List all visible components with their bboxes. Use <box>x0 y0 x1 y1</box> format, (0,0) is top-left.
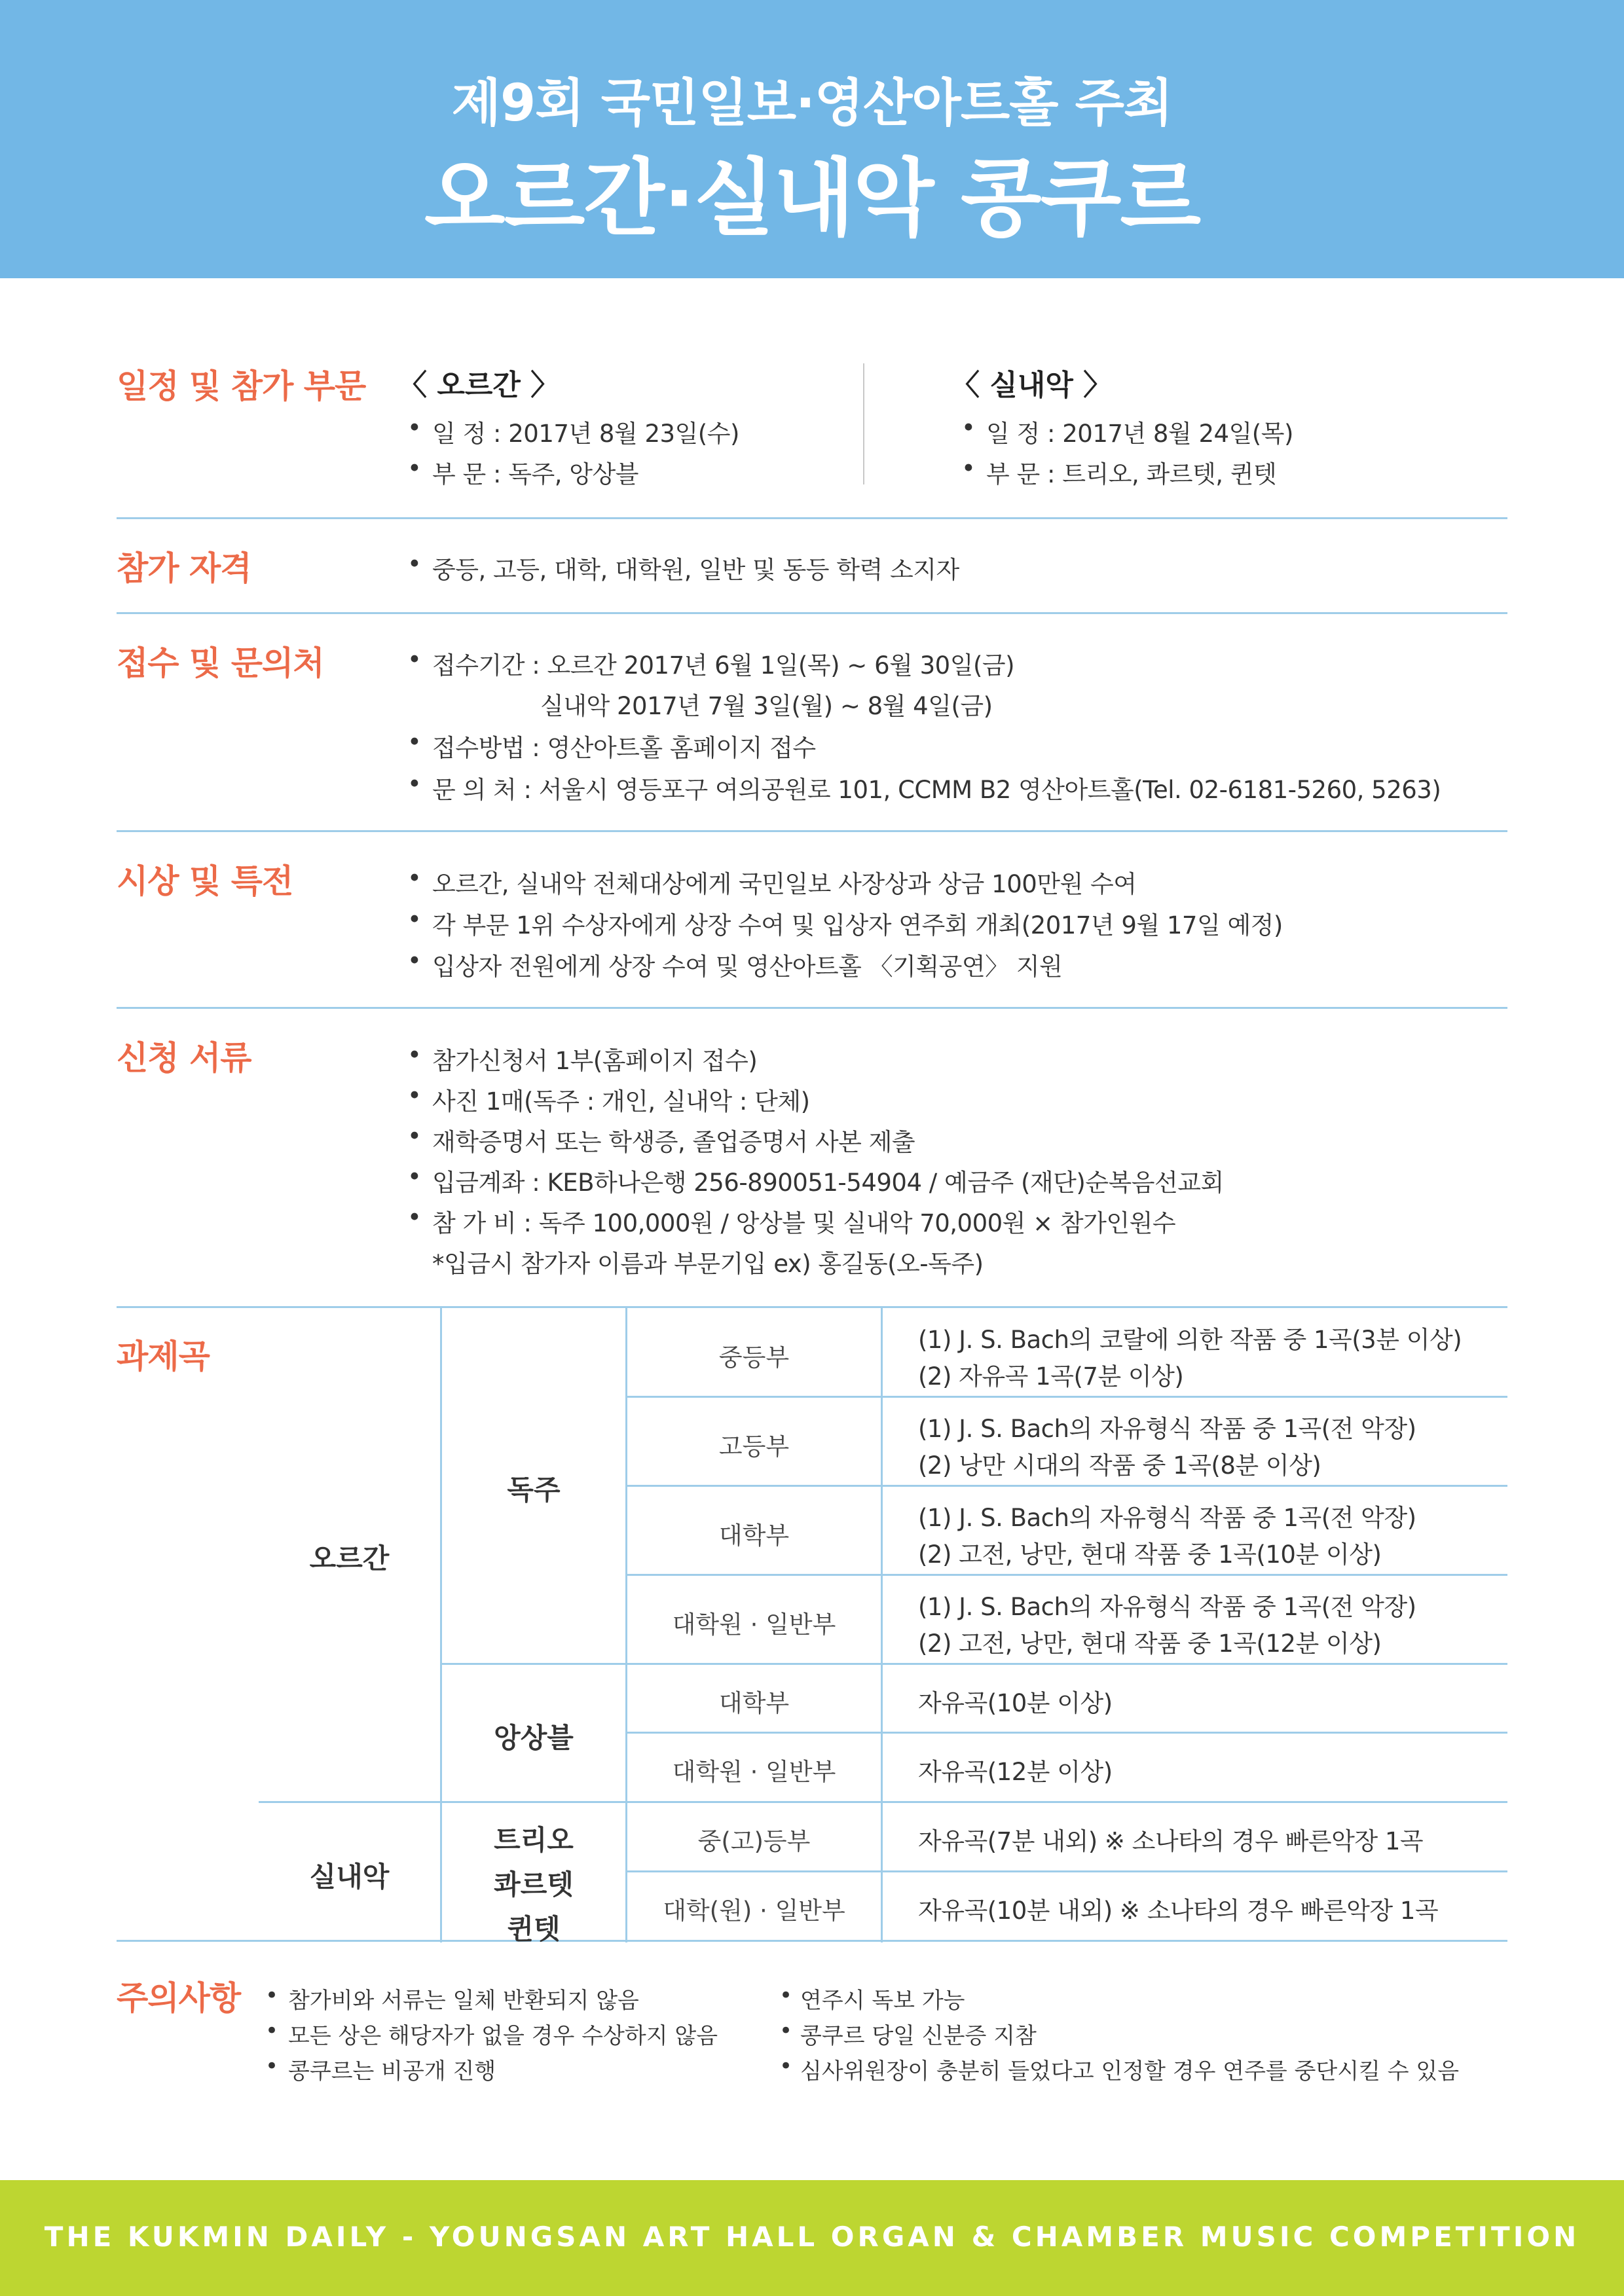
bullet-icon: • <box>407 947 422 975</box>
schedule-title: 일정 및 참가 부문 <box>117 367 366 405</box>
reception-method: 접수방법 : 영산아트홀 홈페이지 접수 <box>432 734 816 762</box>
chamber-label: 실내악 <box>309 1861 390 1893</box>
bullet-icon: • <box>407 728 422 756</box>
documents-item: 입금계좌 : KEB하나은행 256-890051-54904 / 예금주 (재단)순복음선교회 <box>432 1169 1224 1197</box>
level-cell: 중(고)등부 <box>697 1827 811 1855</box>
reception-period-chamber: 실내악 2017년 7월 3일(월) ~ 8월 4일(금) <box>540 692 993 720</box>
divider <box>117 1306 1507 1308</box>
piece-line: 자유곡(10분 이상) <box>918 1689 1113 1717</box>
bullet-icon: • <box>407 864 422 892</box>
divider <box>117 517 1507 519</box>
bullet-icon: • <box>407 1082 422 1110</box>
piece-line: (2) 고전, 낭만, 현대 작품 중 1곡(12분 이상) <box>918 1630 1382 1658</box>
piece-line: 자유곡(12분 이상) <box>918 1758 1113 1786</box>
level-cell: 고등부 <box>718 1432 790 1461</box>
level-cell: 대학부 <box>718 1522 790 1550</box>
documents-note: *입금시 참가자 이름과 부문기입 ex) 홍길동(오-독주) <box>432 1250 984 1278</box>
notice-item: 콩쿠르 당일 신분증 지참 <box>800 2023 1037 2049</box>
documents-item: 참가신청서 1부(홈페이지 접수) <box>432 1047 758 1075</box>
bullet-icon: • <box>407 770 422 798</box>
awards-title: 시상 및 특전 <box>117 862 293 900</box>
bullet-icon: • <box>407 414 422 442</box>
header-banner <box>0 0 1624 278</box>
notice-item: 모든 상은 해당자가 없을 경우 수상하지 않음 <box>288 2023 718 2049</box>
piece-line: (1) J. S. Bach의 코랄에 의한 작품 중 1곡(3분 이상) <box>918 1326 1462 1354</box>
bullet-icon: • <box>961 414 976 442</box>
notice-item: 참가비와 서류는 일체 반환되지 않음 <box>288 1988 639 2014</box>
divider <box>117 830 1507 832</box>
chamber-heading: 〈 실내악 〉 <box>951 369 1113 402</box>
eligibility-title: 참가 자격 <box>117 549 251 587</box>
level-cell: 중등부 <box>718 1343 790 1372</box>
level-cell: 대학원 · 일반부 <box>672 1758 836 1786</box>
notice-item: 연주시 독보 가능 <box>800 1988 965 2014</box>
reception-period-organ: 접수기간 : 오르간 2017년 6월 1일(목) ~ 6월 30일(금) <box>432 651 1015 680</box>
bullet-icon: • <box>961 454 976 483</box>
piece-line: (1) J. S. Bach의 자유형식 작품 중 1곡(전 악장) <box>918 1415 1416 1443</box>
reception-title: 접수 및 문의처 <box>117 644 324 682</box>
footer-banner <box>0 2180 1624 2296</box>
chamber-division: 부 문 : 트리오, 콰르텟, 퀸텟 <box>986 460 1277 488</box>
solo-label: 독주 <box>507 1474 561 1506</box>
bullet-icon: • <box>407 1203 422 1231</box>
awards-item: 입상자 전원에게 상장 수여 및 영산아트홀 〈기획공연〉 지원 <box>432 953 1063 981</box>
bullet-icon: • <box>407 905 422 934</box>
schedule-divider <box>863 363 864 484</box>
piece-line: (2) 고전, 낭만, 현대 작품 중 1곡(10분 이상) <box>918 1540 1382 1569</box>
bullet-icon: • <box>407 1122 422 1150</box>
bullet-icon: • <box>407 1041 422 1069</box>
chamber-group-label: 트리오 콰르텟 퀸텟 <box>494 1824 574 1945</box>
organ-division: 부 문 : 독주, 앙상블 <box>432 460 638 488</box>
piece-line: (2) 낭만 시대의 작품 중 1곡(8분 이상) <box>918 1451 1321 1480</box>
organ-heading: 〈 오르간 〉 <box>398 369 560 402</box>
piece-line: 자유곡(10분 내외) ※ 소나타의 경우 빠른악장 1곡 <box>918 1897 1439 1925</box>
reception-contact: 문 의 처 : 서울시 영등포구 여의공원로 101, CCMM B2 영산아트홀(Tel. 02-6181-5260, 5263) <box>432 776 1441 804</box>
documents-item: 사진 1매(독주 : 개인, 실내악 : 단체) <box>432 1087 810 1116</box>
bullet-icon: • <box>407 646 422 674</box>
awards-item: 오르간, 실내악 전체대상에게 국민일보 사장상과 상금 100만원 수여 <box>432 870 1137 898</box>
notices-title: 주의사항 <box>117 1979 241 2017</box>
level-cell: 대학원 · 일반부 <box>672 1611 836 1639</box>
bullet-icon: • <box>779 1982 793 2009</box>
chamber-date: 일 정 : 2017년 8월 24일(목) <box>986 420 1293 448</box>
piece-line: (2) 자유곡 1곡(7분 이상) <box>918 1362 1184 1391</box>
header-title: 오르간·실내악 콩쿠르 <box>424 150 1200 247</box>
notice-item: 콩쿠르는 비공개 진행 <box>288 2058 496 2085</box>
awards-item: 각 부문 1위 수상자에게 상장 수여 및 입상자 연주회 개최(2017년 9월 17일 예정) <box>432 911 1283 939</box>
organ-label: 오르간 <box>309 1542 390 1575</box>
bullet-icon: • <box>407 454 422 483</box>
divider <box>117 612 1507 614</box>
bullet-icon: • <box>779 2053 793 2079</box>
bullet-icon: • <box>265 2018 279 2044</box>
bullet-icon: • <box>265 2053 279 2079</box>
level-cell: 대학부 <box>718 1689 790 1717</box>
piece-line: (1) J. S. Bach의 자유형식 작품 중 1곡(전 악장) <box>918 1504 1416 1532</box>
documents-title: 신청 서류 <box>117 1039 251 1077</box>
level-cell: 대학(원) · 일반부 <box>663 1897 845 1925</box>
header-subtitle: 제9회 국민일보·영산아트홀 주최 <box>451 74 1173 133</box>
bullet-icon: • <box>265 1982 279 2009</box>
organ-date: 일 정 : 2017년 8월 23일(수) <box>432 420 739 448</box>
bullet-icon: • <box>407 550 422 578</box>
documents-item: 재학증명서 또는 학생증, 졸업증명서 사본 제출 <box>432 1128 915 1156</box>
piece-line: (1) J. S. Bach의 자유형식 작품 중 1곡(전 악장) <box>918 1593 1416 1621</box>
footer-text: THE KUKMIN DAILY - YOUNGSAN ART HALL ORGAN & CHAMBER MUSIC COMPETITION <box>44 2221 1580 2253</box>
notice-item: 심사위원장이 충분히 들었다고 인정할 경우 연주를 중단시킬 수 있음 <box>800 2058 1460 2085</box>
divider <box>117 1007 1507 1009</box>
ensemble-label: 앙상블 <box>494 1722 574 1754</box>
documents-item: 참 가 비 : 독주 100,000원 / 앙상블 및 실내악 70,000원 × 참가인원수 <box>432 1209 1176 1237</box>
bullet-icon: • <box>407 1163 422 1191</box>
eligibility-item: 중등, 고등, 대학, 대학원, 일반 및 동등 학력 소지자 <box>432 556 959 584</box>
bullet-icon: • <box>779 2018 793 2044</box>
piece-line: 자유곡(7분 내외) ※ 소나타의 경우 빠른악장 1곡 <box>918 1827 1424 1855</box>
pieces-title: 과제곡 <box>117 1338 210 1376</box>
